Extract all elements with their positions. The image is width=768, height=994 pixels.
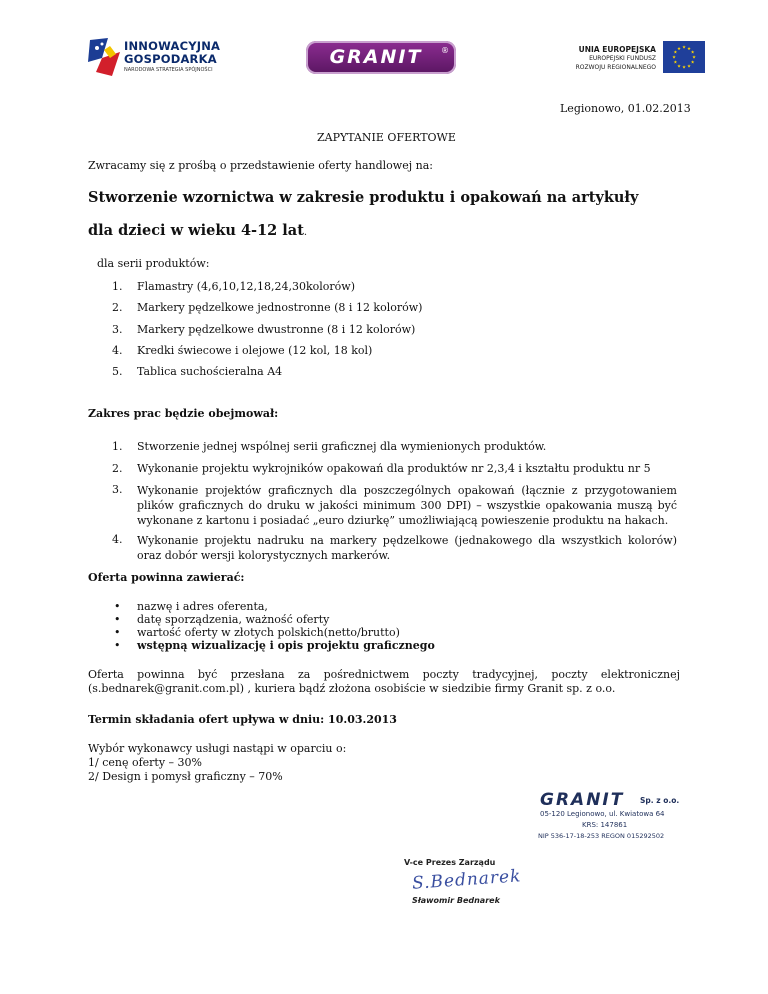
series-label: dla serii produktów: <box>97 257 210 270</box>
ig-logo-line3: NARODOWA STRATEGIA SPÓJNOŚCI <box>124 67 213 73</box>
ig-logo-line1: INNOWACYJNA <box>124 39 221 53</box>
series-item-number: 1. <box>112 280 123 293</box>
series-item-number: 3. <box>112 323 123 336</box>
delivery-word: za <box>297 668 311 681</box>
delivery-word: poczty <box>422 668 459 681</box>
series-item-number: 5. <box>112 365 123 378</box>
innowacyjna-gospodarka-logo <box>88 36 238 80</box>
eu-star-icon: ★ <box>673 50 678 56</box>
eu-star-icon: ★ <box>690 60 695 66</box>
ue-logo-line3: ROZWOJU REGIONALNEGO <box>575 64 656 71</box>
eu-star-icon: ★ <box>671 55 677 61</box>
scope-item-text: Wykonanie projektów graficznych dla poszczególnych opakowań (łącznie z przygotowaniem plików graficznych do druku w jakości minimum 300 DPI) – wszystkie opakowania muszą być wykonane z kartonu i posiadać „euro dziurkę” umożliwiającą powieszenie produktu na hakach. <box>137 484 677 527</box>
signature-role: V-ce Prezes Zarządu <box>404 858 496 867</box>
scope-item-text: Wykonanie projektu nadruku na markery pędzelkowe (jednakowego dla wszystkich kolorów) oraz dobór wersji kolorystycznych markerów. <box>137 534 677 562</box>
delivery-line1 <box>88 668 680 682</box>
series-item-number: 2. <box>112 301 123 314</box>
series-item-text: Kredki świecowe i olejowe (12 kol, 18 kol) <box>137 344 373 357</box>
eu-flag-icon <box>663 41 705 73</box>
stamp-nip-regon: NIP 536-17-18-253 REGON 015292502 <box>538 832 665 840</box>
scope-item-text: Wykonanie projektu wykrojników opakowań dla produktów nr 2,3,4 i kształtu produktu nr 5 <box>137 462 651 475</box>
eu-star-icon: ★ <box>676 46 682 52</box>
scope-item-number: 4. <box>112 533 123 546</box>
criteria-intro: Wybór wykonawcy usługi nastąpi w oparciu o: <box>88 742 347 755</box>
offer-item: wstępną wizualizację i opis projektu graficznego <box>137 639 435 652</box>
subject-heading-line2 <box>88 222 307 242</box>
offer-item: wartość oferty w złotych polskich(netto/brutto) <box>137 626 400 639</box>
bullet-icon: • <box>114 613 121 626</box>
stamp-suffix: Sp. z o.o. <box>640 796 680 805</box>
subject-heading-dot: . <box>303 227 308 238</box>
series-item-number: 4. <box>112 344 123 357</box>
series-item-text: Markery pędzelkowe dwustronne (8 i 12 kolorów) <box>137 323 416 336</box>
place-date: Legionowo, 01.02.2013 <box>560 102 691 115</box>
granit-logo-text: GRANIT <box>329 46 423 68</box>
offer-label: Oferta powinna zawierać: <box>88 571 245 584</box>
offer-item: datę sporządzenia, ważność oferty <box>137 613 330 626</box>
intro-text: Zwracamy się z prośbą o przedstawienie oferty handlowej na: <box>88 159 433 172</box>
scope-item-text: Stworzenie jednej wspólnej serii graficznej dla wymienionych produktów. <box>137 440 547 453</box>
delivery-word: pośrednictwem <box>323 668 410 681</box>
granit-logo <box>306 41 456 74</box>
scope-item-number: 2. <box>112 462 123 475</box>
ue-logo-line2: EUROPEJSKI FUNDUSZ <box>589 55 656 62</box>
eu-star-icon: ★ <box>673 60 678 66</box>
criteria-item: 1/ cenę oferty – 30% <box>88 756 203 769</box>
document-title: ZAPYTANIE OFERTOWE <box>317 131 456 144</box>
delivery-word: poczty <box>551 668 588 681</box>
deadline: Termin składania ofert upływa w dniu: 10.03.2013 <box>88 713 397 726</box>
signature-scribble: S.Bednarek <box>411 866 523 894</box>
ue-logo-text <box>556 45 656 72</box>
ig-logo-line2: GOSPODARKA <box>124 52 217 66</box>
eu-star-icon: ★ <box>691 55 697 61</box>
granit-logo-reg: ® <box>441 46 449 55</box>
scope-item-number: 1. <box>112 440 123 453</box>
eu-star-icon: ★ <box>690 50 695 56</box>
signature-name: Sławomir Bednarek <box>412 896 500 905</box>
eu-star-icon: ★ <box>676 64 682 70</box>
series-item-text: Markery pędzelkowe jednostronne (8 i 12 kolorów) <box>137 301 423 314</box>
ig-flag-icon <box>88 38 122 76</box>
stamp-krs: KRS: 147861 <box>582 821 628 829</box>
delivery-word: tradycyjnej, <box>472 668 538 681</box>
signature-block <box>398 858 528 918</box>
eu-star-icon: ★ <box>681 45 687 51</box>
delivery-line2: (s.bednarek@granit.com.pl) , kuriera bądź złożona osobiście w siedzibie firmy Granit sp. z o.o. <box>88 682 616 695</box>
eu-star-icon: ★ <box>681 65 687 71</box>
company-stamp <box>540 790 720 842</box>
scope-item-number: 3. <box>112 483 123 496</box>
offer-item: nazwę i adres oferenta, <box>137 600 268 613</box>
eu-star-icon: ★ <box>686 64 692 70</box>
eu-star-icon: ★ <box>686 46 692 52</box>
criteria-item: 2/ Design i pomysł graficzny – 70% <box>88 770 283 783</box>
bullet-icon: • <box>114 600 121 613</box>
bullet-icon: • <box>114 626 121 639</box>
ig-logo-text <box>124 40 220 74</box>
delivery-word: przesłana <box>230 668 285 681</box>
delivery-word: elektronicznej <box>600 668 680 681</box>
series-item-text: Flamastry (4,6,10,12,18,24,30kolorów) <box>137 280 356 293</box>
delivery-word: być <box>197 668 218 681</box>
delivery-word: Oferta <box>88 668 124 681</box>
subject-heading-line1: Stworzenie wzornictwa w zakresie produktu i opakowań na artykuły <box>88 189 639 206</box>
subject-heading-line2-text: dla dzieci w wieku 4-12 lat <box>88 222 304 239</box>
stamp-name: GRANIT <box>540 790 625 810</box>
ue-logo-line1: UNIA EUROPEJSKA <box>578 45 656 54</box>
delivery-word: powinna <box>137 668 185 681</box>
series-item-text: Tablica suchościeralna A4 <box>137 365 283 378</box>
bullet-icon: • <box>114 639 121 652</box>
scope-label: Zakres prac będzie obejmował: <box>88 407 279 420</box>
stamp-address: 05-120 Legionowo, ul. Kwiatowa 64 <box>540 810 665 818</box>
